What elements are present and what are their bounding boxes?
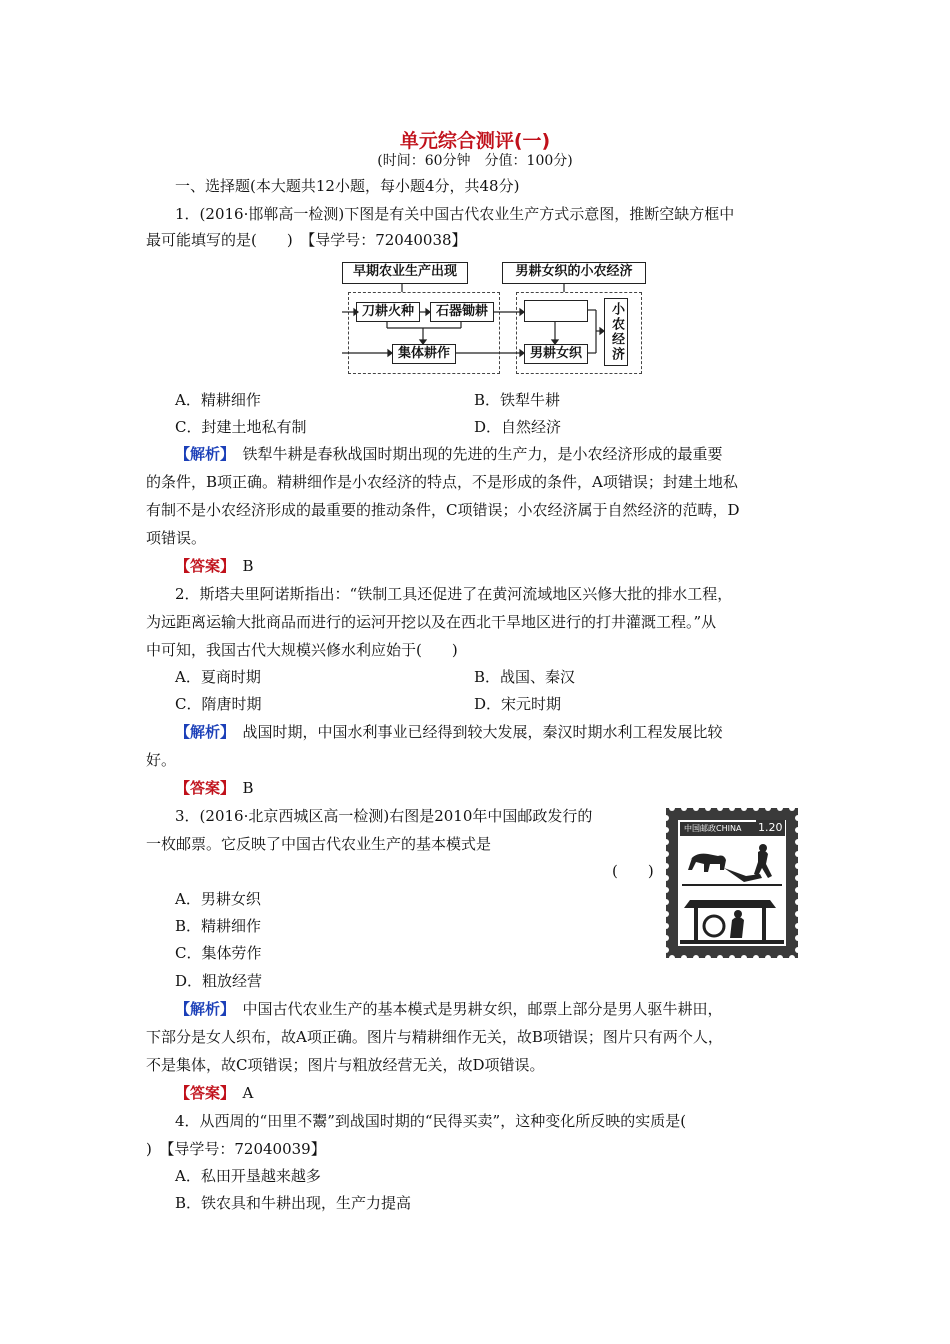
q3-option-d: D．粗放经营: [175, 972, 263, 990]
q4-option-b: B．铁农具和牛耕出现，生产力提高: [175, 1194, 412, 1212]
q1-answer-value: B: [227, 557, 254, 575]
q1-analysis-line2: 的条件，B项正确。精耕细作是小农经济的特点，不是形成的条件，A项错误；封建土地私: [146, 473, 738, 491]
q3-option-b: B．精耕细作: [175, 917, 262, 935]
q2-option-b: B．战国、秦汉: [474, 668, 576, 686]
diagram-box-slash-burn: 刀耕火种: [356, 302, 420, 322]
diagram-box-early-agriculture: 早期农业生产出现: [342, 262, 468, 284]
q1-option-d: D．自然经济: [474, 418, 562, 436]
diagram-box-small-farm: 小农经济: [604, 298, 628, 366]
page-title: 单元综合测评(一): [399, 130, 551, 152]
stamp-value: 1.20: [758, 821, 783, 834]
q3-answer-paren: ( ): [612, 862, 654, 880]
farming-diagram: [342, 262, 646, 378]
q3-answer-label: 【答案】: [175, 1084, 228, 1102]
q1-analysis-label: 【解析】: [175, 445, 228, 463]
q1-option-a: A．精耕细作: [175, 391, 261, 409]
q3-option-c: C．集体劳作: [175, 944, 262, 962]
q1-analysis-line4: 项错误。: [146, 529, 207, 547]
q3-option-a: A．男耕女织: [175, 890, 261, 908]
q4-option-a: A．私田开垦越来越多: [175, 1167, 321, 1185]
q1-option-c: C．封建土地私有制: [175, 418, 307, 436]
q1-analysis-line3: 有制不是小农经济形成的最重要的推动条件，C项错误；小农经济属于自然经济的范畴，D: [146, 501, 740, 519]
q3-analysis-text1: 中国古代农业生产的基本模式是男耕女织，邮票上部分是男人驱牛耕田，: [227, 1000, 723, 1018]
q4-stem-line2: ) 【导学号：72040039】: [146, 1140, 326, 1158]
q3-analysis-line3: 不是集体，故C项错误；图片与粗放经营无关，故D项错误。: [146, 1056, 545, 1074]
q3-stem-line1: 3．(2016·北京西城区高一检测)右图是2010年中国邮政发行的: [175, 807, 593, 825]
q3-answer-value: A: [227, 1084, 254, 1102]
q3-analysis-label: 【解析】: [175, 1000, 228, 1018]
q2-answer: [175, 778, 254, 798]
q2-analysis-label: 【解析】: [175, 723, 228, 741]
q1-option-b: B．铁犁牛耕: [474, 391, 561, 409]
q2-answer-label: 【答案】: [175, 779, 228, 797]
diagram-box-collective: 集体耕作: [392, 344, 456, 364]
q2-option-d: D．宋元时期: [474, 695, 562, 713]
q3-analysis-line2: 下部分是女人织布，故A项正确。图片与精耕细作无关，故B项错误；图片只有两个人，: [146, 1028, 723, 1046]
diagram-box-men-farm-women-weave: 男耕女织: [524, 344, 588, 364]
q1-answer-label: 【答案】: [175, 557, 228, 575]
q4-stem-line1: 4．从西周的“田里不鬻”到战国时期的“民得买卖”，这种变化所反映的实质是(: [175, 1112, 687, 1130]
postage-stamp-image: [666, 808, 798, 958]
diagram-box-stone-hoe: 石器锄耕: [430, 302, 494, 322]
q3-answer: [175, 1083, 253, 1103]
q2-analysis-line1: [175, 722, 723, 742]
diagram-box-smallfarm-economy: 男耕女织的小农经济: [502, 262, 646, 284]
q2-option-a: A．夏商时期: [175, 668, 261, 686]
q2-option-c: C．隋唐时期: [175, 695, 262, 713]
q2-answer-value: B: [227, 779, 254, 797]
q3-analysis-line1: [175, 999, 723, 1019]
diagram-arrows: [342, 262, 646, 378]
section-heading: 一、选择题(本大题共12小题，每小题4分，共48分): [175, 177, 520, 195]
q3-stem-line2: 一枚邮票。它反映了中国古代农业生产的基本模式是: [146, 835, 492, 853]
q1-stem-line2: 最可能填写的是( ) 【导学号：72040038】: [146, 231, 467, 249]
q1-answer: [175, 556, 254, 576]
q2-analysis-line2: 好。: [146, 751, 177, 769]
q1-stem-line1: 1．(2016·邯郸高一检测)下图是有关中国古代农业生产方式示意图，推断空缺方框中: [175, 205, 735, 223]
q1-analysis-text1: 铁犁牛耕是春秋战国时期出现的先进的生产力，是小农经济形成的最重要: [227, 445, 723, 463]
page-subtitle: (时间：60分钟 分值：100分): [377, 153, 573, 169]
q2-stem-line2: 为远距离运输大批商品而进行的运河开挖以及在西北干旱地区进行的打井灌溉工程。”从: [146, 613, 717, 631]
stamp-country: 中国邮政CHINA: [684, 824, 742, 833]
q1-analysis-line1: [175, 444, 723, 464]
q2-analysis-text1: 战国时期，中国水利事业已经得到较大发展，秦汉时期水利工程发展比较: [227, 723, 723, 741]
q2-stem-line3: 中可知，我国古代大规模兴修水利应始于( ): [146, 641, 458, 659]
q2-stem-line1: 2．斯塔夫里阿诺斯指出：“铁制工具还促进了在黄河流域地区兴修大批的排水工程，: [175, 585, 733, 603]
